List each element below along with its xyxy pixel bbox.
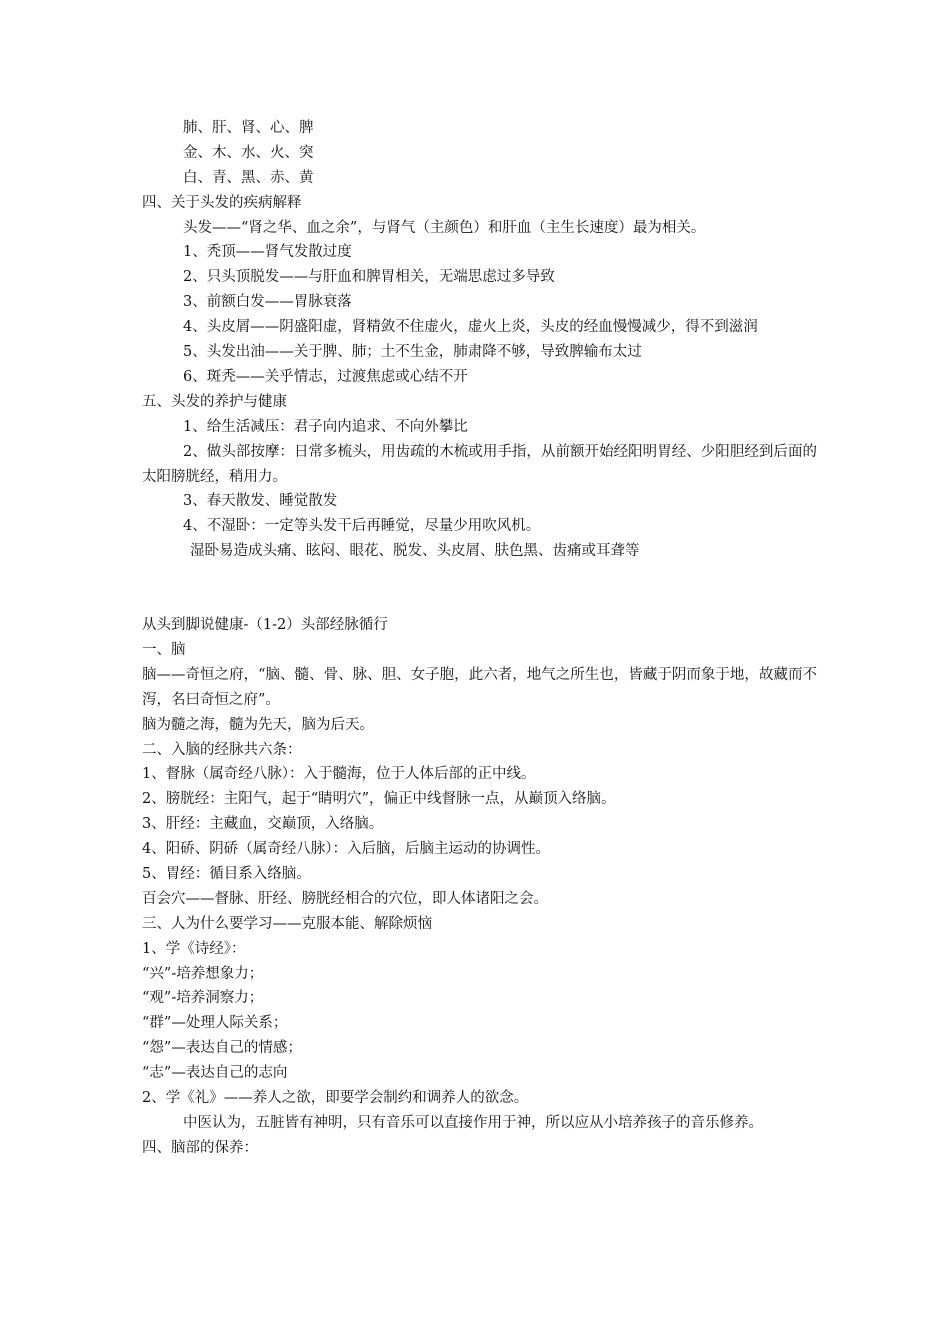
- text-line: 4、阳硚、阴硚（属奇经八脉）：入后脑，后脑主运动的协调性。: [142, 841, 550, 858]
- text-line: 6、斑秃——关乎情志，过渡焦虑或心结不开: [183, 368, 468, 385]
- section-hair-health: [142, 116, 817, 564]
- text-line: 4、头皮屑——阴盛阳虚，肾精敛不住虚火，虚火上炎，头皮的经血慢慢减少，得不到滋润: [183, 319, 758, 336]
- text-line: 金、木、水、火、突: [183, 144, 314, 161]
- text-line: 2、做头部按摩：日常多梳头，用齿疏的木梳或用手指，从前额开始经阳明胃经、少阳胆经到后面的太阳膀胱经，稍用力。: [142, 443, 817, 485]
- text-line: 湿卧易造成头痛、眩闷、眼花、脱发、头皮屑、肤色黑、齿痛或耳聋等: [190, 543, 640, 560]
- text-line: 三、人为什么要学习——克服本能、解除烦恼: [142, 915, 432, 932]
- text-line: 1、秃顶——肾气发散过度: [183, 244, 352, 261]
- section-head-meridians: [142, 613, 817, 1161]
- text-line: “怨”—表达自己的情感；: [142, 1040, 302, 1057]
- text-line: 百会穴——督脉、肝经、膀胱经相合的穴位，即人体诸阳之会。: [142, 890, 548, 907]
- text-line: 2、只头顶脱发——与肝血和脾胃相关，无端思虑过多导致: [183, 269, 555, 286]
- text-line: 一、脑: [142, 641, 186, 658]
- text-line: 3、春天散发、睡觉散发: [183, 493, 338, 510]
- text-line: 脑为髓之海，髓为先天，脑为后天。: [142, 716, 374, 733]
- section-spacer: [142, 564, 817, 613]
- text-line: 四、脑部的保养：: [142, 1139, 258, 1156]
- text-line: 1、学《诗经》：: [142, 940, 246, 957]
- text-line: 1、给生活减压：君子向内追求、不向外攀比: [183, 418, 468, 435]
- text-line: 2、膀胱经：主阳气，起于“睛明穴”，偏正中线督脉一点，从巅顶入络脑。: [142, 791, 616, 808]
- text-line: “志”—表达自己的志向: [142, 1065, 288, 1082]
- text-line: 头发——“肾之华、血之余”，与肾气（主颜色）和肝血（主生长速度）最为相关。: [183, 219, 706, 236]
- text-line: 从头到脚说健康-（1-2）头部经脉循行: [142, 617, 388, 634]
- document-body: [142, 116, 817, 1161]
- text-line: 2、学《礼》——养人之欲，即要学会制约和调养人的欲念。: [142, 1090, 529, 1107]
- text-line: 5、胃经：循目系入络脑。: [142, 866, 311, 883]
- text-line: “观”-培养洞察力；: [142, 990, 264, 1007]
- text-line: 中医认为，五脏皆有神明，只有音乐可以直接作用于神，所以应从小培养孩子的音乐修养。: [183, 1114, 763, 1131]
- text-line: “群”—处理人际关系；: [142, 1015, 288, 1032]
- text-line: 肺、肝、肾、心、脾: [183, 120, 314, 136]
- text-line: 4、不湿卧：一定等头发干后再睡觉，尽量少用吹风机。: [183, 518, 541, 535]
- text-line: 二、入脑的经脉共六条：: [142, 741, 302, 758]
- text-line: 脑——奇恒之府，“脑、髓、骨、脉、胆、女子胞，此六者，地气之所生也，皆藏于阴而象于地，故藏而不泻，名曰奇恒之府”。: [142, 666, 817, 708]
- text-line: 四、关于头发的疾病解释: [142, 194, 302, 211]
- text-line: 3、肝经：主藏血，交巅顶，入络脑。: [142, 816, 384, 833]
- text-line: “兴”-培养想象力；: [142, 965, 264, 982]
- text-line: 1、督脉（属奇经八脉）：入于髓海，位于人体后部的正中线。: [142, 766, 536, 783]
- text-line: 5、头发出油——关于脾、肺；土不生金，肺肃降不够，导致脾输布太过: [183, 344, 642, 361]
- text-line: 白、青、黑、赤、黄: [183, 169, 314, 186]
- text-line: 3、前额白发——胃脉衰落: [183, 294, 352, 311]
- text-line: 五、头发的养护与健康: [142, 393, 287, 410]
